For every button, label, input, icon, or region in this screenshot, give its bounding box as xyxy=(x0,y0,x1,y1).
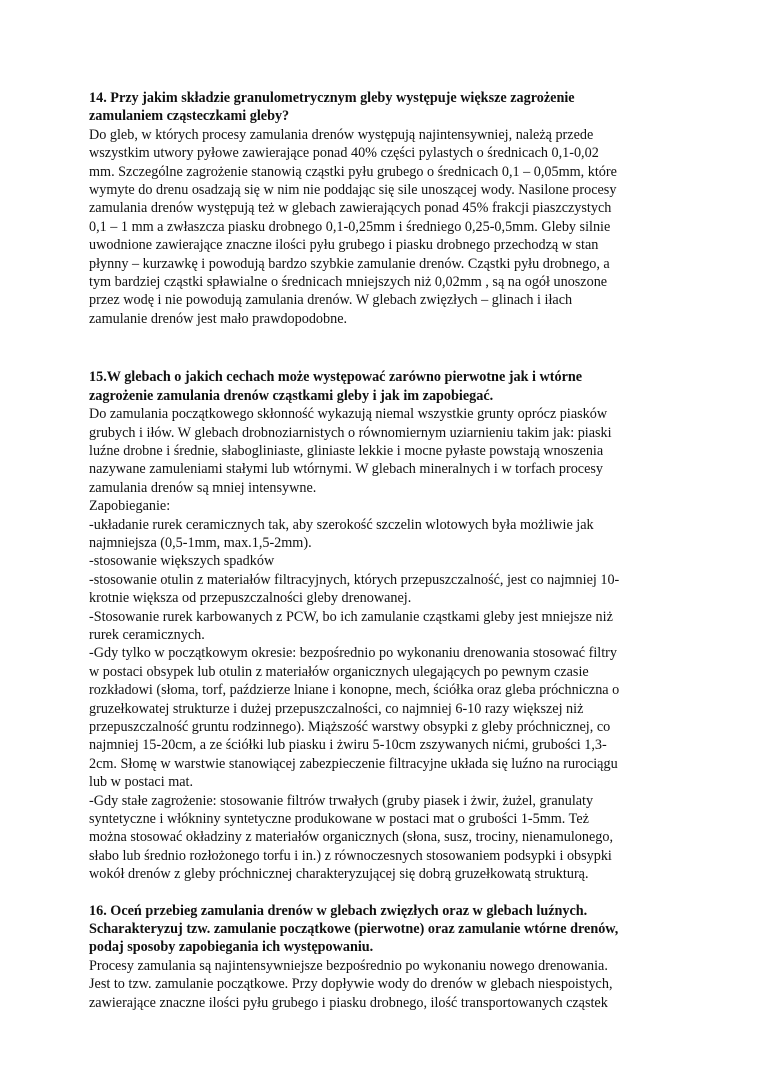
answer-body xyxy=(89,957,671,1012)
question-line: 14. Przy jakim składzie granulometrycznym gleby występuje większe zagrożenie xyxy=(89,90,575,106)
question-line: zagrożenie zamulania drenów cząstkami gleby i jak im zapobiegać. xyxy=(89,387,494,404)
body-line: przepuszczalność gruntu rodzinnego). Miąższość warstwy obsypki z gleby próchnicznej, co xyxy=(89,719,611,735)
body-line: można stosować okładziny z materiałów organicznych (słona, susz, trociny, nienamulonego, xyxy=(89,829,613,846)
body-line: uwodnione zawierające znaczne ilości pyłu grubego i piasku drobnego przechodzą w stan xyxy=(89,237,599,254)
body-line: wymyte do drenu osadzają się w nim nie poddając się sile unoszącej wody. Nasilone procesy xyxy=(89,182,617,199)
body-line: zawierające znaczne ilości pyłu grubego i piasku drobnego, ilość transportowanych cząstek xyxy=(89,994,608,1011)
question-heading xyxy=(89,902,671,957)
question-heading xyxy=(89,368,671,405)
document-page xyxy=(89,89,671,1012)
body-line: -Stosowanie rurek karbowanych z PCW, bo ich zamulanie cząstkami gleby jest mniejsze niż xyxy=(89,608,613,625)
body-line: wszystkim utwory pyłowe zawierające ponad 40% części pylastych o średnicach 0,1-0,02 xyxy=(89,145,599,162)
question-line: Scharakteryzuj tzw. zamulanie początkowe (pierwotne) oraz zamulanie wtórne drenów, xyxy=(89,921,619,938)
body-line: gruzełkowatej strukturze i dużej przepuszczalności, co najmniej 6-10 razy większej niż xyxy=(89,700,584,717)
body-line: rurek ceramicznych. xyxy=(89,626,205,643)
body-line: najmniejsza (0,5-1mm, max.1,5-2mm). xyxy=(89,534,312,551)
question-line: podaj sposoby zapobiegania ich występowaniu. xyxy=(89,939,374,956)
section-15 xyxy=(89,368,671,883)
body-line: mm. Szczególne zagrożenie stanowią cząstki pyłu grubego o średnicach 0,1 – 0,05mm, które xyxy=(89,163,617,180)
body-line: lub w postaci mat. xyxy=(89,774,194,791)
body-line: syntetyczne i włókniny syntetyczne produkowane w postaci mat o grubości 1-5mm. Też xyxy=(89,811,589,828)
body-line: tym bardziej cząstki spławialne o średnicach mniejszych niż 0,02mm , są na ogół unoszone xyxy=(89,274,608,291)
body-line: grubych i iłów. W glebach drobnoziarnistych o równomiernym uziarnieniu takim jak: piaski xyxy=(89,424,612,441)
body-line: słabo lub średnio rozłożonego torfu i in.) z równoczesnych stosowaniem podsypki i obsypki xyxy=(89,847,612,864)
body-line: wokół drenów z gleby próchnicznej charakteryzującej się dobrą gruzełkowatą strukturą. xyxy=(89,866,589,883)
question-line: zamulaniem cząsteczkami gleby? xyxy=(89,108,290,125)
body-line: -Gdy stałe zagrożenie: stosowanie filtrów trwałych (gruby piasek i żwir, żużel, granulaty xyxy=(89,792,594,809)
body-line: -stosowanie większych spadków xyxy=(89,553,275,570)
answer-body xyxy=(89,405,671,884)
body-line: zamulania drenów są mniej intensywne. xyxy=(89,479,317,496)
body-line: -układanie rurek ceramicznych tak, aby szerokość szczelin wlotowych była możliwie jak xyxy=(89,516,594,533)
body-line: Do zamulania początkowego skłonność wykazują niemal wszystkie grunty oprócz piasków xyxy=(89,406,608,423)
section-14 xyxy=(89,89,671,328)
body-line: zamulanie drenów jest mało prawdopodobne. xyxy=(89,310,348,327)
question-line: 15.W glebach o jakich cechach może występować zarówno pierwotne jak i wtórne xyxy=(89,369,583,386)
question-heading xyxy=(89,89,671,126)
body-line: 0,1 – 1 mm a zwłaszcza piasku drobnego 0,1-0,25mm i średniego 0,25-0,5mm. Gleby silnie xyxy=(89,218,611,235)
body-line: Do gleb, w których procesy zamulania drenów występują najintensywniej, należą przede xyxy=(89,126,594,143)
body-line: 2cm. Słomę w warstwie stanowiącej zabezpieczenie filtracyjne układa się luźno na rurociągu xyxy=(89,755,618,772)
body-line: Jest to tzw. zamulanie początkowe. Przy dopływie wody do drenów w glebach niespoistych, xyxy=(89,976,613,993)
body-line: krotnie większa od przepuszczalności gleby drenowanej. xyxy=(89,590,412,607)
body-line: przez wodę i nie powodują zamulania drenów. W glebach zwięzłych – glinach i iłach xyxy=(89,292,573,309)
body-line: Procesy zamulania są najintensywniejsze bezpośrednio po wykonaniu nowego drenowania. xyxy=(89,957,608,974)
question-line: 16. Oceń przebieg zamulania drenów w glebach zwięzłych oraz w glebach luźnych. xyxy=(89,902,588,919)
body-line: najmniej 15-20cm, a ze ściółki lub piasku i żwiru 5-10cm zszywanych nićmi, grubości 1,3- xyxy=(89,737,607,754)
body-line: rozkładowi (słoma, torf, paździerze lniane i konopne, mech, ściółka oraz gleba próchniczna o xyxy=(89,682,620,699)
body-line: -stosowanie otulin z materiałów filtracyjnych, których przepuszczalność, jest co najmniej 10- xyxy=(89,571,620,588)
body-line: w postaci obsypek lub otulin z materiałów organicznych ulegających po pewnym czasie xyxy=(89,663,589,680)
body-line: luźne drobne i średnie, słabogliniaste, gliniaste lekkie i mocne pyłaste powstają wnoszenia xyxy=(89,442,604,459)
answer-body xyxy=(89,126,671,328)
body-line: płynny – kurzawkę i powodują bardzo szybkie zamulanie drenów. Cząstki pyłu drobnego, a xyxy=(89,255,610,272)
body-line: -Gdy tylko w początkowym okresie: bezpośrednio po wykonaniu drenowania stosować filtry xyxy=(89,645,617,662)
section-16 xyxy=(89,902,671,1012)
body-line: Zapobieganie: xyxy=(89,498,171,515)
body-line: nazywane zamuleniami stałymi lub wtórnymi. W glebach mineralnych i w torfach procesy xyxy=(89,461,604,478)
body-line: zamulania drenów występują też w glebach zawierających ponad 45% frakcji piaszczystych xyxy=(89,200,612,217)
